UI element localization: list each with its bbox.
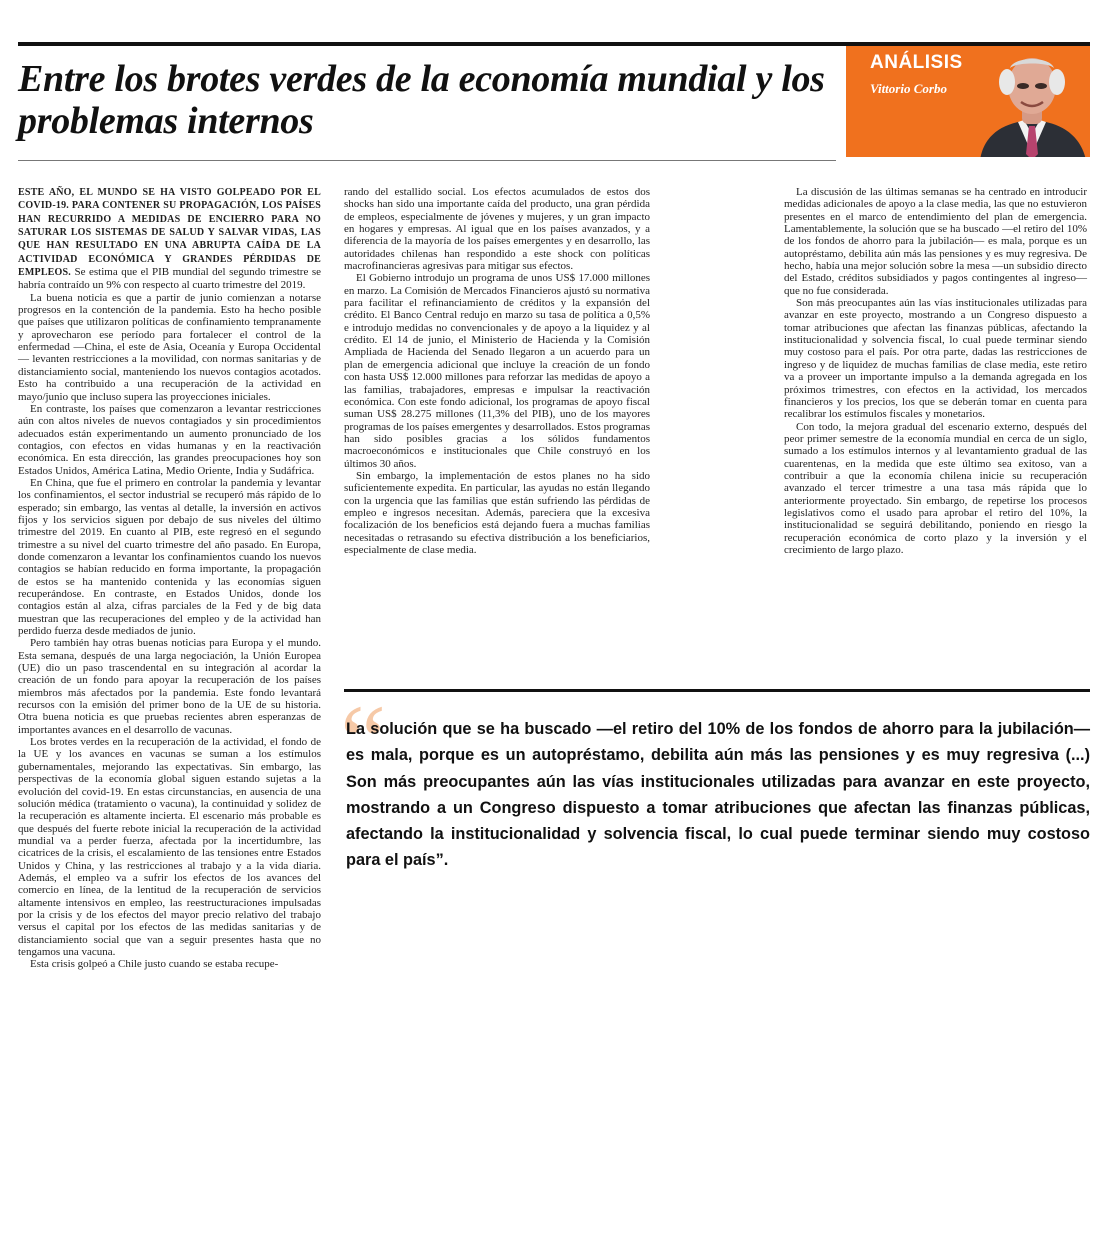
paragraph: [18, 186, 321, 292]
pull-quote: La solución que se ha buscado —el retiro del 10% de los fondos de ahorro para la jubilación— es mala, porque es un autopréstamo, debilita aún más las pensiones y es muy regresiva (...) Son más preocupantes aún las vías institucionales utilizadas para avanzar en este proyecto, mostrando a un Congreso dispuesto a tomar atribuciones que afectan las finanzas públicas, afectando la institucionalidad y solvencia fiscal, lo cual puede terminar siendo muy costoso para el país”.: [346, 720, 1090, 870]
paragraph: En contraste, los países que comenzaron a levantar restricciones aún con altos niveles de nuevos contagiados y sin procedimientos adecuados están experimentando un aumento pronunciado de los contagios, con efectos en vidas humanas y en la reactivación económica. En esta dirección, las grandes preocupaciones hoy son Estados Unidos, América Latina, Medio Oriente, India y Sudáfrica.: [18, 402, 321, 477]
section-label: ANÁLISIS: [870, 52, 963, 73]
paragraph: Pero también hay otras buenas noticias para Europa y el mundo. Esta semana, después de una larga negociación, la Unión Europea (UE) dio un paso trascendental en su integración al acordar la creación de un fondo para apoyar la recuperación de los países miembros más afectados por la pandemia. Este fondo levantará recursos con la emisión del primer bono de la UE de su historia. Otra buena noticia es que pruebas recientes abren esperanzas de importantes avances en el desarrollo de vacunas.: [18, 637, 321, 736]
paragraph: La buena noticia es que a partir de junio comienzan a notarse progresos en la contención de la pandemia. Esto ha hecho posible que países que utilizaron políticas de confinamiento tempranamente y aprovecharon ese período para fortalecer el control de la enfermedad —China, el este de Asia, Oceanía y Europa Occidental— levanten restricciones a la movilidad, con normas sanitarias y de distanciamiento social, manteniendo los nuevos contagios acotados. Esto ha contribuido a una recuperación de la actividad en mayo/junio que incluso supera las proyecciones iniciales.: [18, 291, 321, 403]
author-name: Vittorio Corbo: [870, 81, 947, 96]
quote-mark-icon: “: [340, 684, 387, 799]
paragraph: El Gobierno introdujo un programa de unos US$ 17.000 millones en marzo. La Comisión de Mercados Financieros ajustó su normativa para facilitar el refinanciamiento de créditos y la expansión del crédito. El Banco Central redujo en marzo su tasa de política a 0,5% e introdujo medidas no convencionales y de apoyo a la liquidez y al crédito. El 14 de junio, el Ministerio de Hacienda y la Comisión Ampliada de Hacienda del Senado llegaron a un acuerdo para un plan de emergencia adicional que incluye la creación de un fondo con hasta US$ 12.000 millones para reforzar las medidas de apoyo a las familias, trabajadores, empresas e impulsar la reactivación económica. Con este fondo adicional, los programas de apoyo fiscal suman US$ 28.275 millones (11,3% del PIB), uno de los mayores programas de los países emergentes y desarrollados. Estos programas han sido posibles gracias a los sólidos fundamentos macroeconómicos e institucionales que Chile construyó en los últimos 30 años.: [344, 272, 650, 470]
article-column-3: [784, 186, 1087, 556]
lead-text: Se estima que el PIB mundial del segundo trimestre se habría contraído un 9% con respecto al cuarto trimestre del 2019.: [18, 266, 321, 292]
paragraph: La discusión de las últimas semanas se ha centrado en introducir medidas adicionales de apoyo a la clase media, las que no estuvieron presentes en el marco de entendimiento del plan de emergencia. Lamentablemente, la solución que se ha buscado —el retiro del 10% de los fondos de ahorro para la jubilación— es mala, porque es un autopréstamo, debilita aún más las pensiones y es muy regresiva. De hecho, había una mejor solución sobre la mesa —un subsidio directo del Estado, créditos subsidiados y pagos contingentes al ingreso— que no fue considerada.: [784, 186, 1088, 297]
article-column-2: [344, 186, 650, 556]
paragraph: Los brotes verdes en la recuperación de la actividad, el fondo de la UE y los avances en vacunas se suman a los estímulos gubernamentales, mejorando las expectativas. Sin embargo, las perspectivas de la economía global siguen estando sujetas a la evolución del covid-19. En estas circunstancias, en ausencia de una solución médica (tratamiento o vacuna), la continuidad y solidez de la recuperación es altamente incierta. El escenario más probable es que después del fuerte rebote inicial la recuperación de la actividad mundial va a perder fuerza, afectada por la incertidumbre, las cicatrices de la crisis, el escalamiento de las tensiones entre Estados Unidos y China, y las restricciones al trabajo y a la vida diaria. Además, el empleo va a sufrir los efectos de los avances del comercio en línea, de la lentitud de la recuperación de servicios altamente intensivos en empleo, las reestructuraciones impulsadas por la crisis y de los efectos del mayor precio relativo del trabajo versus el capital por los efectos de las medidas sanitarias y de distanciamiento social que van a seguir presentes hasta que no tengamos una vacuna.: [18, 736, 321, 958]
analysis-box: [846, 46, 1090, 157]
paragraph: Con todo, la mejora gradual del escenario externo, después del peor primer semestre de la economía mundial en cerca de un siglo, sumado a los estímulos internos y al levantamiento gradual de las cuarentenas, en la medida que este último sea exitoso, van a contribuir a que la economía chilena inicie su recuperación avanzado el tercer trimestre a una tasa más rápida que lo anteriormente proyectado. Sin embargo, de repetirse los procesos legislativos como el usado para aprobar el retiro del 10%, la institucionalidad se seguirá debilitando, poniendo en riesgo la recuperación económica de corto plazo y la inversión y el crecimiento de largo plazo.: [784, 420, 1087, 556]
lead-in-caps: ESTE AÑO, EL MUNDO SE HA VISTO GOLPEADO POR EL COVID-19. PARA CONTENER SU PROPAGACIÓN, LOS PAÍSES HAN RECURRIDO A MEDIDAS DE ENCIERRO PARA NO SATURAR LOS SISTEMAS DE SALUD Y SALVAR VIDAS, LAS QUE HAN RESULTADO EN UNA ABRUPTA CAÍDA DE LA ACTIVIDAD ECONÓMICA Y GRANDES PÉRDIDAS DE EMPLEOS.: [18, 187, 321, 279]
paragraph: Esta crisis golpeó a Chile justo cuando se estaba recupe-: [30, 958, 279, 971]
article-column-1: [18, 186, 321, 971]
paragraph: rando del estallido social. Los efectos acumulados de estos dos shocks han sido una importante caída del producto, una gran pérdida de empleos, especialmente de jóvenes y mujeres, y un gran impacto en hogares y empresas. Al igual que en los países avanzados, y a diferencia de la mayoría de los países emergentes y en desarrollo, las autoridades chilenas han respondido a este shock con políticas macrofinancieras agresivas para mitigar sus efectos.: [344, 186, 650, 273]
pull-quote-rule: [344, 689, 1090, 692]
paragraph: Sin embargo, la implementación de estos planes no ha sido suficientemente expedita. En particular, las ayudas no están llegando con la urgencia que las familias que están sufriendo las pérdidas de empleo e ingresos necesitan. Además, pareciera que la excesiva focalización de los beneficios está dejando fuera a muchas familias necesitadas o retrasando su efectiva distribución a los beneficiarios, especialmente de clase media.: [344, 469, 650, 556]
headline-divider: [18, 160, 836, 161]
headline: Entre los brotes verdes de la economía mundial y los problemas internos: [18, 58, 825, 142]
paragraph: En China, que fue el primero en controlar la pandemia y levantar los confinamientos, el sector industrial se recuperó más rápido de lo esperado; sin embargo, las ventas al detalle, la inversión en activos fijos y los servicios siguen por debajo de sus niveles del último trimestre del 2019. En cuanto al PIB, este regresó en el segundo trimestre a su nivel del cuarto trimestre del año pasado. En Europa, donde comenzaron a levantar los confinamientos cuando los nuevos contagios se habían reducido en forma importante, la propagación de estos se ha mantenido contenida y las economías siguen recuperándose. En contraste, en Estados Unidos, donde los contagios están al alza, cifras parciales de la Fed y de big data muestran que las recuperaciones del empleo y de la actividad han perdido fuerza desde mediados de junio.: [18, 476, 321, 638]
paragraph: Son más preocupantes aún las vías institucionales utilizadas para avanzar en este proyecto, mostrando a un Congreso dispuesto a tomar atribuciones que afectan las finanzas públicas, afectando la institucionalidad y solvencia fiscal, lo cual puede terminar siendo muy costoso para el país. Por otra parte, dadas las restricciones de ingreso y de liquidez de muchas familias de clase media, este retiro va a proveer un importante impulso a la demanda agregada en los próximos trimestres, con efectos en la actividad, los mercados financieros y los precios, los que se deberán tomar en cuenta para recalibrar los estímulos fiscales y monetarios.: [784, 297, 1087, 421]
author-portrait: [974, 46, 1090, 157]
